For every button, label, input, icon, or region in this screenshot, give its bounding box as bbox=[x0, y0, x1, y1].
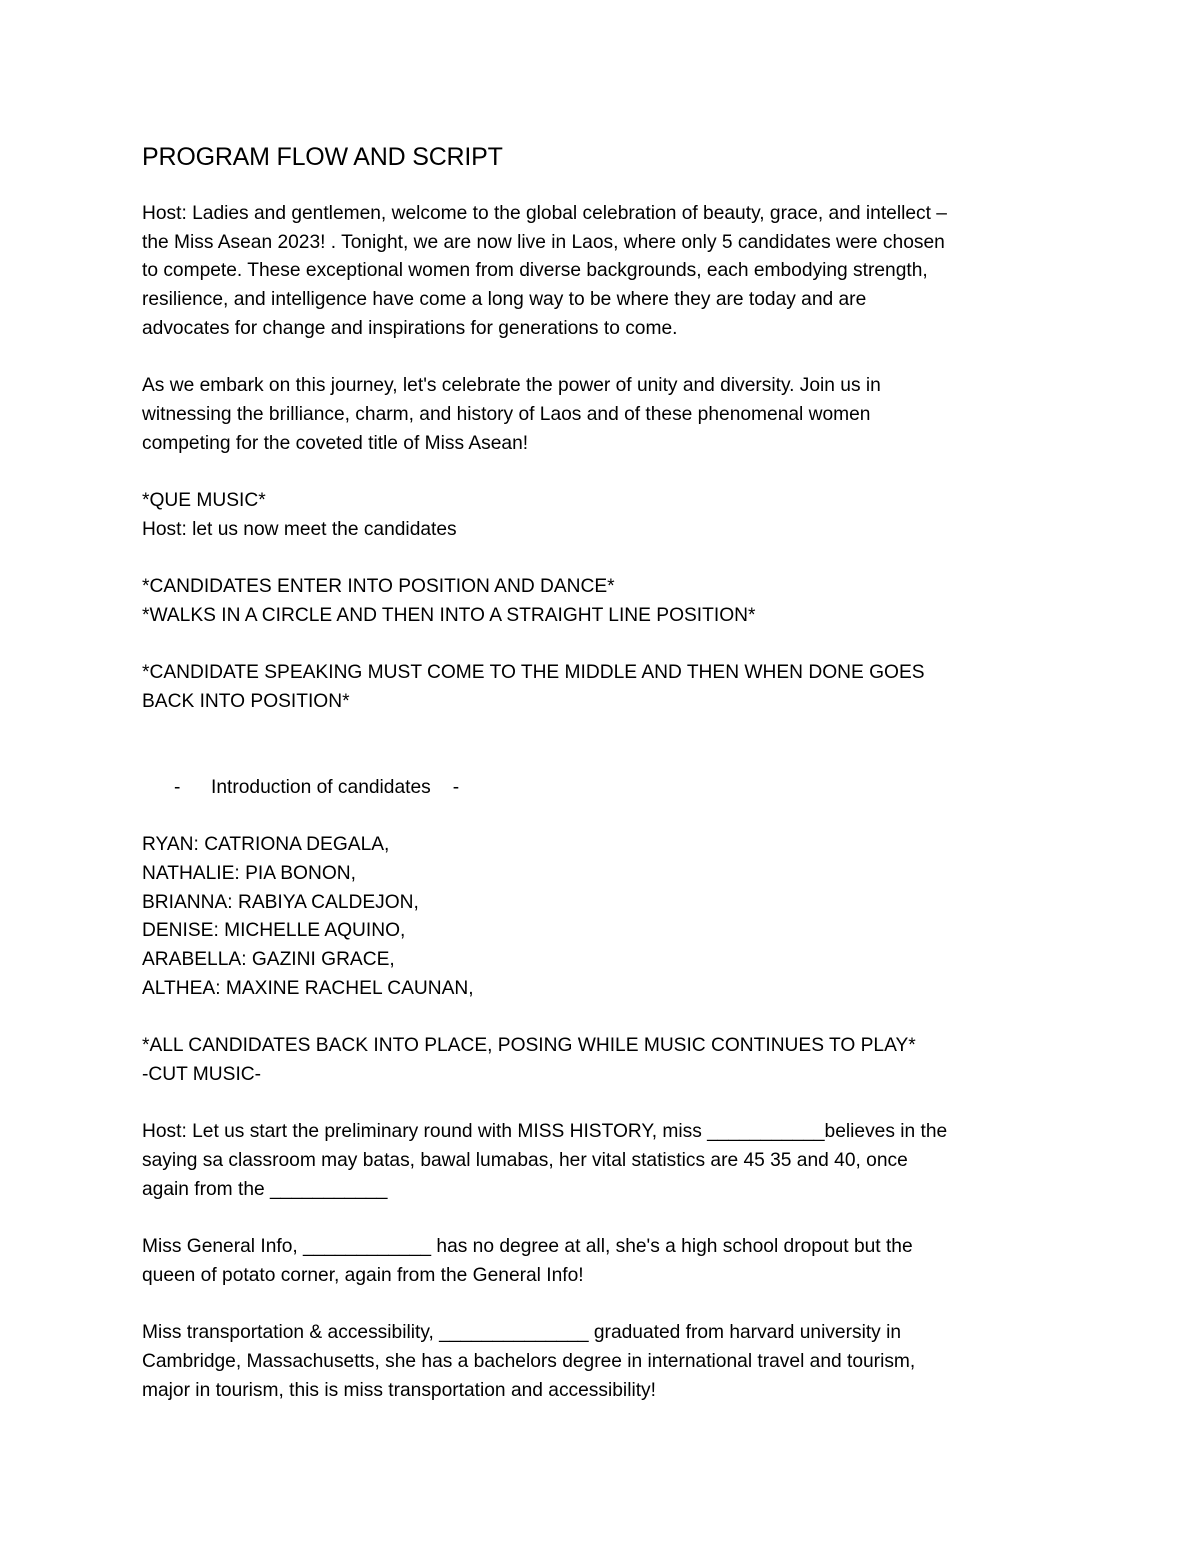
candidates-list bbox=[142, 831, 1072, 1003]
enter-paragraph bbox=[142, 573, 1072, 630]
text-line: Miss transportation & accessibility, ______________ graduated from harvard university in bbox=[142, 1322, 902, 1344]
text-line: *ALL CANDIDATES BACK INTO PLACE, POSING WHILE MUSIC CONTINUES TO PLAY* bbox=[142, 1035, 916, 1057]
miss-transportation-paragraph bbox=[142, 1319, 1072, 1405]
cue-music-paragraph bbox=[142, 487, 1072, 544]
miss-general-info-paragraph bbox=[142, 1233, 1072, 1290]
text-line: Host: Ladies and gentlemen, welcome to the global celebration of beauty, grace, and intellect – bbox=[142, 203, 947, 224]
text-line: As we embark on this journey, let's celebrate the power of unity and diversity. Join us in bbox=[142, 375, 881, 397]
text-line: *CANDIDATE SPEAKING MUST COME TO THE MIDDLE AND THEN WHEN DONE GOES bbox=[142, 662, 925, 684]
text-line: Host: Let us start the preliminary round with MISS HISTORY, miss ___________believes in the bbox=[142, 1121, 948, 1143]
text-line: advocates for change and inspirations for generations to come. bbox=[142, 317, 678, 339]
candidate-line: BRIANNA: RABIYA CALDEJON, bbox=[142, 891, 419, 913]
intro-paragraph bbox=[142, 200, 1072, 344]
bullet-trailing-dash: - bbox=[452, 776, 460, 798]
text-line: Cambridge, Massachusetts, she has a bachelors degree in international travel and tourism, bbox=[142, 1350, 916, 1372]
embark-paragraph bbox=[142, 372, 1072, 458]
candidate-line: ALTHEA: MAXINE RACHEL CAUNAN, bbox=[142, 977, 474, 999]
document-title: PROGRAM FLOW AND SCRIPT bbox=[142, 143, 503, 171]
bullet-paragraph bbox=[142, 774, 1072, 803]
text-line: the Miss Asean 2023! . Tonight, we are now live in Laos, where only 5 candidates were chosen bbox=[142, 231, 945, 253]
bullet-item bbox=[142, 774, 1072, 803]
candidate-line: NATHALIE: PIA BONON, bbox=[142, 863, 356, 885]
speaking-paragraph bbox=[142, 659, 1072, 716]
all-back-paragraph bbox=[142, 1032, 1072, 1089]
candidate-line: DENISE: MICHELLE AQUINO, bbox=[142, 920, 406, 942]
text-line: Host: let us now meet the candidates bbox=[142, 518, 457, 540]
text-line: competing for the coveted title of Miss Asean! bbox=[142, 432, 529, 454]
text-line: -CUT MUSIC- bbox=[142, 1063, 262, 1085]
text-line: saying sa classroom may batas, bawal lumabas, her vital statistics are 45 35 and 40, once bbox=[142, 1150, 908, 1172]
text-line: queen of potato corner, again from the General Info! bbox=[142, 1264, 584, 1286]
text-line: major in tourism, this is miss transportation and accessibility! bbox=[142, 1379, 656, 1401]
candidate-line: RYAN: CATRIONA DEGALA, bbox=[142, 834, 390, 856]
document-page bbox=[142, 140, 1072, 1434]
text-line: *WALKS IN A CIRCLE AND THEN INTO A STRAIGHT LINE POSITION* bbox=[142, 604, 756, 626]
text-line: resilience, and intelligence have come a long way to be where they are today and are bbox=[142, 289, 867, 311]
text-line: again from the ___________ bbox=[142, 1178, 388, 1200]
text-line: witnessing the brilliance, charm, and history of Laos and of these phenomenal women bbox=[142, 403, 871, 425]
spacer bbox=[142, 745, 1072, 774]
candidate-line: ARABELLA: GAZINI GRACE, bbox=[142, 949, 395, 971]
text-line: *QUE MUSIC* bbox=[142, 490, 266, 511]
bullet-text: Introduction of candidates bbox=[211, 776, 431, 798]
text-line: to compete. These exceptional women from diverse backgrounds, each embodying strength, bbox=[142, 260, 928, 282]
text-line: BACK INTO POSITION* bbox=[142, 690, 350, 712]
bullet-dash: - bbox=[174, 776, 181, 798]
text-line: *CANDIDATES ENTER INTO POSITION AND DANCE* bbox=[142, 576, 615, 598]
miss-history-paragraph bbox=[142, 1118, 1072, 1204]
text-line: Miss General Info, ____________ has no degree at all, she's a high school dropout but the bbox=[142, 1236, 913, 1258]
